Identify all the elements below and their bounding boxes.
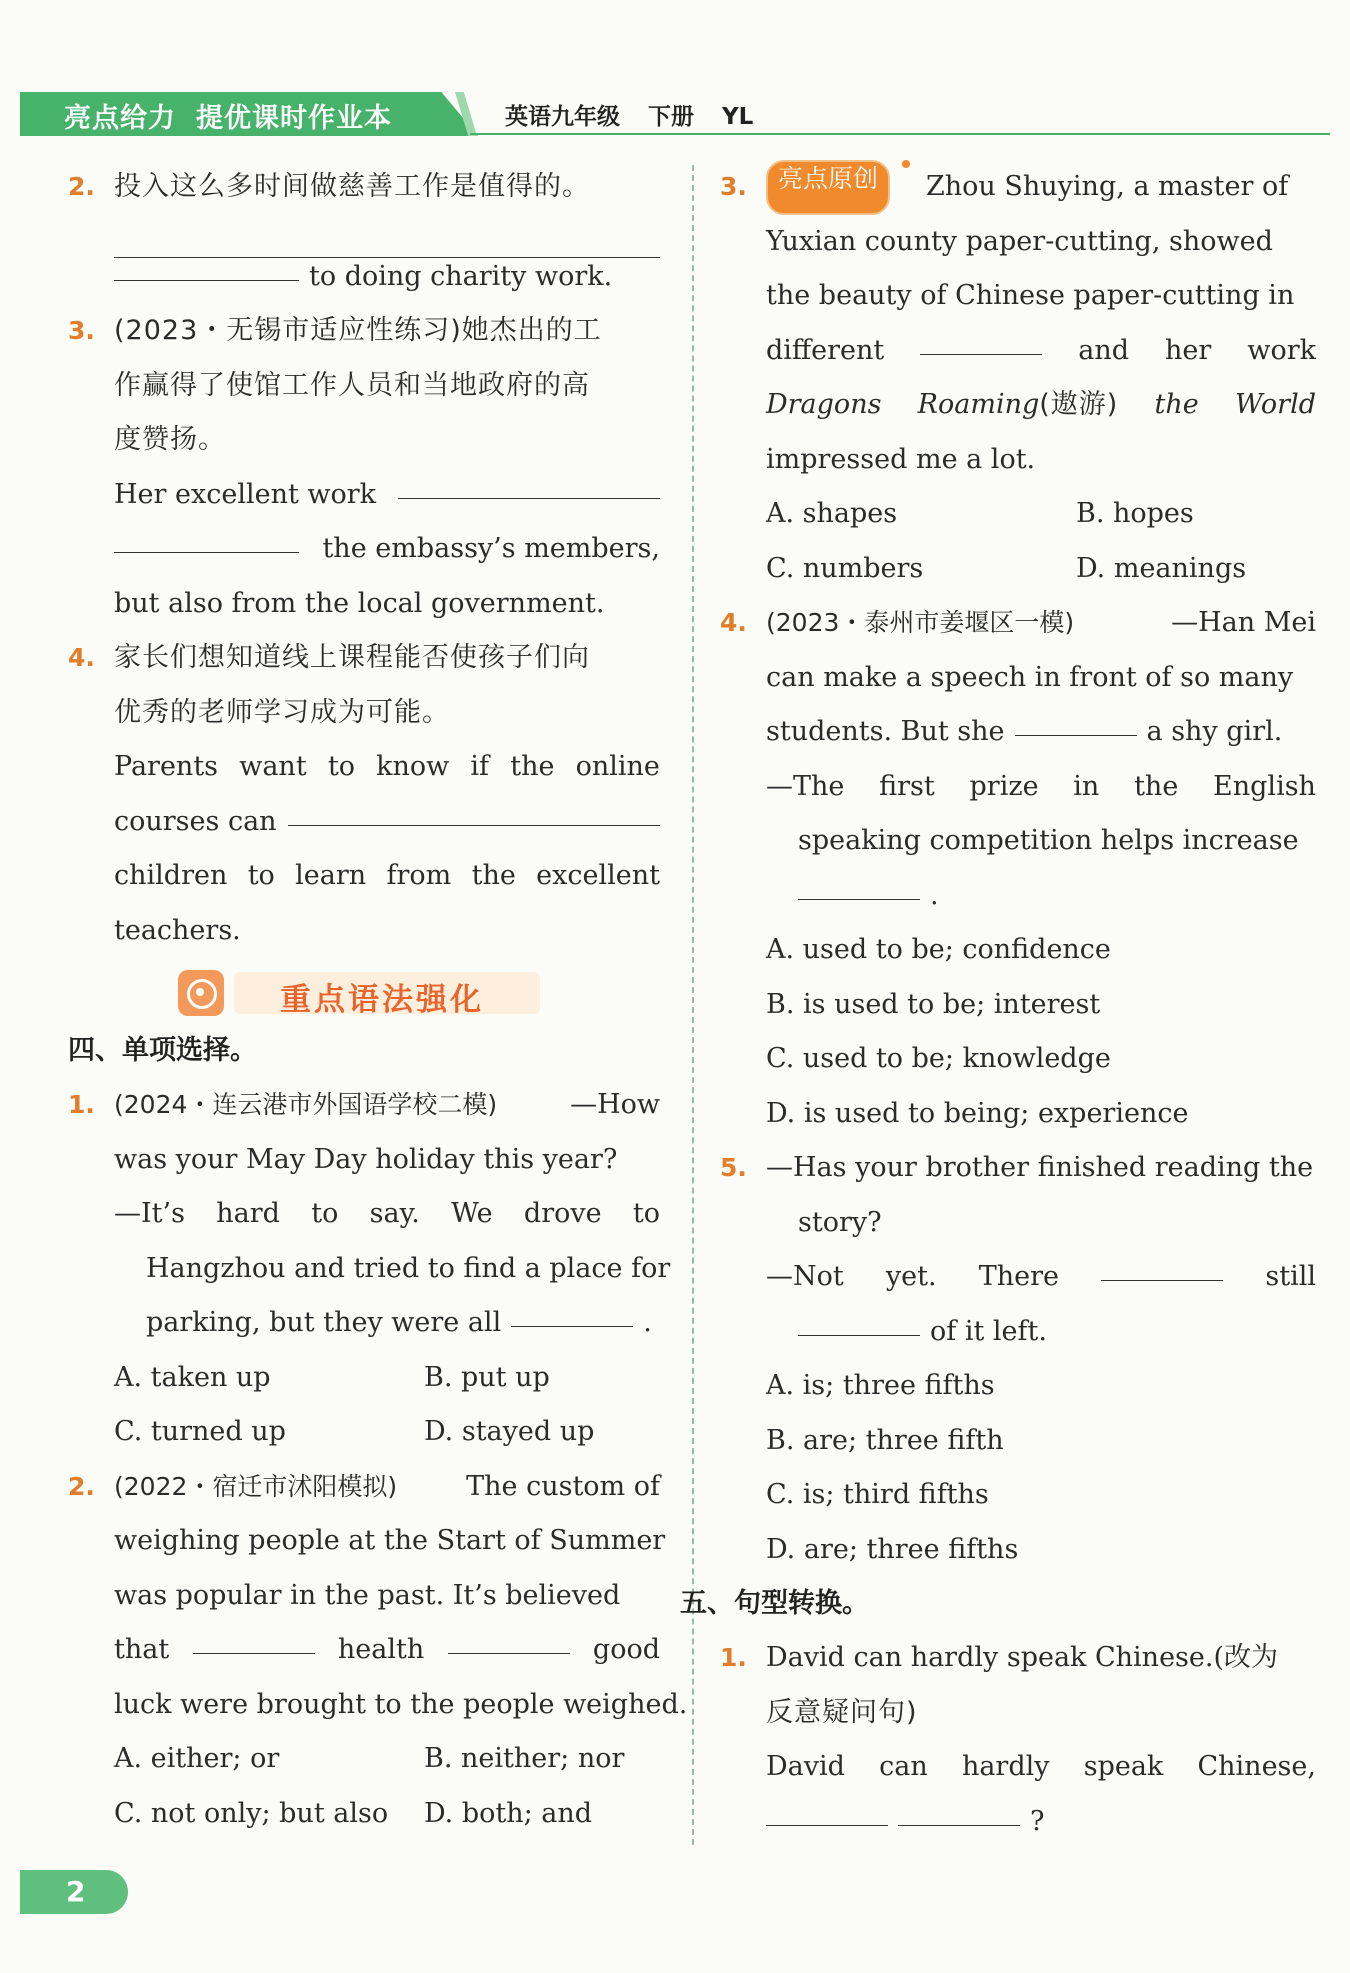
question-text: Hangzhou and tried to find a place for xyxy=(146,1252,671,1284)
page-number-tab xyxy=(20,1870,128,1914)
answer-blank[interactable] xyxy=(511,1296,633,1327)
option-d[interactable]: D. meanings xyxy=(1076,552,1247,584)
question-text: story? xyxy=(798,1206,882,1238)
option-c[interactable]: C. not only; but also xyxy=(114,1797,389,1829)
question-text: the embassy’s members, xyxy=(322,533,660,564)
question-text: weighing people at the Start of Summer xyxy=(114,1525,666,1556)
choice-question-2: 2. (2022・宿迁市沭阳模拟) The custom of weighing people at the Start of Summer was popular in the past. It’s believed that health good luck were brought to the people weighed. A. either; or B. neither; nor C. not only; but also D. both; and xyxy=(68,1460,660,1842)
option-d[interactable]: D. stayed up xyxy=(424,1416,595,1447)
question-text: The custom of xyxy=(466,1470,660,1502)
option-d[interactable]: D. both; and xyxy=(424,1797,593,1829)
question-number: 2. xyxy=(68,172,95,201)
question-chinese: 反意疑问句) xyxy=(766,1696,918,1728)
question-number: 5. xyxy=(720,1153,747,1182)
option-c[interactable]: C. numbers xyxy=(766,552,924,584)
answer-blank[interactable] xyxy=(898,1795,1020,1826)
option-a[interactable]: A. is; three fifths xyxy=(766,1370,995,1401)
option-a[interactable]: A. used to be; confidence xyxy=(766,934,1111,965)
option-a[interactable]: A. taken up xyxy=(114,1361,271,1393)
right-column xyxy=(680,160,1316,1849)
question-text: Yuxian county paper-cutting, showed xyxy=(766,225,1273,257)
question-text-line: —The first prize in the English xyxy=(766,770,1316,802)
options xyxy=(766,487,1316,596)
banner-title: 重点语法强化 xyxy=(280,982,484,1018)
subject-label: 英语九年级 xyxy=(505,104,620,130)
question-source: (2024・连云港市外国语学校二模) xyxy=(114,1090,498,1119)
question-number: 4. xyxy=(68,643,95,672)
options xyxy=(114,1351,660,1460)
section-title: 四、单项选择。 xyxy=(68,1035,257,1066)
option-c[interactable]: C. used to be; knowledge xyxy=(766,1043,1111,1074)
answer-blank[interactable] xyxy=(798,1305,920,1336)
question-number: 1. xyxy=(68,1090,95,1119)
question-source: (2023・泰州市姜堰区一模) xyxy=(766,608,1075,637)
question-text: —How xyxy=(570,1089,660,1120)
answer-blank[interactable] xyxy=(798,869,920,900)
question-text: speaking competition helps increase xyxy=(798,825,1299,856)
header-rule xyxy=(470,133,1330,135)
option-a[interactable]: A. either; or xyxy=(114,1743,280,1774)
question-chinese: 度赞扬。 xyxy=(114,424,226,455)
option-b[interactable]: B. are; three fifth xyxy=(766,1424,1004,1456)
choice-question-1: 1. (2024・连云港市外国语学校二模) —How was your May Day holiday this year? —It’s hard to say. We drove to Hangzhou and tried to find a place for parking, but they were all . A. taken up B. put up C. turned up D. stayed up xyxy=(68,1078,660,1460)
question-source: (2023・无锡市适应性练习)她杰出的工 xyxy=(114,315,602,346)
answer-blank[interactable] xyxy=(766,1795,888,1826)
question-text: the beauty of Chinese paper-cutting in xyxy=(766,280,1295,311)
translation-question-3 xyxy=(68,304,660,631)
question-number: 3. xyxy=(68,316,95,345)
option-c[interactable]: C. is; third fifths xyxy=(766,1479,989,1510)
options xyxy=(766,1359,1316,1577)
question-text: but also from the local government. xyxy=(114,587,605,619)
answer-blank[interactable] xyxy=(1015,705,1137,736)
question-text: luck were brought to the people weighed. xyxy=(114,1688,688,1720)
section-title: 五、句型转换。 xyxy=(680,1588,869,1619)
answer-blank[interactable] xyxy=(920,324,1042,355)
question-text: —Han Mei xyxy=(1171,607,1316,638)
question-text: —Has your brother finished reading the xyxy=(766,1152,1314,1183)
answer-blank[interactable] xyxy=(398,468,660,499)
tag-dot xyxy=(902,160,910,168)
question-text: can make a speech in front of so many xyxy=(766,661,1294,693)
question-text: parking, but they were all xyxy=(146,1307,502,1338)
transform-question-1: 1. David can hardly speak Chinese.(改为 反意疑问句) David can hardly speak Chinese, ? xyxy=(720,1631,1316,1849)
question-source: (2022・宿迁市沭阳模拟) xyxy=(114,1471,398,1501)
edition-label: YL xyxy=(722,104,754,130)
question-text: Her excellent work xyxy=(114,478,377,510)
question-chinese: 投入这么多时间做慈善工作是值得的。 xyxy=(114,171,590,202)
option-d[interactable]: D. are; three fifths xyxy=(766,1533,1019,1565)
question-chinese: 家长们想知道线上课程能否使孩子们向 xyxy=(114,642,590,673)
question-text: Zhou Shuying, a master of xyxy=(926,171,1289,202)
option-c[interactable]: C. turned up xyxy=(114,1416,286,1447)
choice-question-4: 4. (2023・泰州市姜堰区一模) —Han Mei can make a speech in front of so many students. But she a shy girl. —The first prize in the English speaking competition helps increase . A. used to be; confidence B. is used to be; interest C. used to be; knowledge D. is used to being; experience xyxy=(720,596,1316,1141)
series-name: 提优课时作业本 xyxy=(196,103,392,134)
question-number: 4. xyxy=(720,608,747,637)
option-b[interactable]: B. neither; nor xyxy=(424,1743,625,1774)
question-text-line: Parents want to know if the online xyxy=(114,751,660,782)
left-column xyxy=(68,160,688,1841)
answer-blank[interactable] xyxy=(114,250,299,281)
question-chinese: 优秀的老师学习成为可能。 xyxy=(114,696,450,728)
question-text: impressed me a lot. xyxy=(766,443,1036,475)
header-info xyxy=(505,98,781,131)
choice-question-3: 3. 亮点原创 Zhou Shuying, a master of Yuxian county paper-cutting, showed the beauty of Chinese paper-cutting in different and her work Dragons Roaming(遨游) the World impressed me a lot. A. shapes B. hopes C. numbers D. meanings xyxy=(720,160,1316,596)
answer-blank[interactable] xyxy=(1101,1250,1223,1281)
question-text: teachers. xyxy=(114,914,241,946)
question-text: to doing charity work. xyxy=(309,260,613,292)
option-a[interactable]: A. shapes xyxy=(766,498,898,529)
question-text-line: children to learn from the excellent xyxy=(114,860,660,891)
question-text: David can hardly speak Chinese.(改为 xyxy=(766,1642,1278,1673)
volume-label: 下册 xyxy=(648,104,694,130)
question-text: was your May Day holiday this year? xyxy=(114,1143,618,1175)
question-number: 3. xyxy=(720,172,747,201)
options xyxy=(766,923,1316,1141)
answer-blank[interactable] xyxy=(114,522,299,553)
question-number: 1. xyxy=(720,1643,747,1672)
question-text-line: David can hardly speak Chinese, xyxy=(766,1751,1316,1782)
question-number: 2. xyxy=(68,1471,95,1501)
brand-name: 亮点给力 xyxy=(64,103,176,134)
question-text: courses can xyxy=(114,805,277,837)
page-number: 2 xyxy=(66,1875,86,1908)
target-icon xyxy=(178,970,224,1016)
option-b[interactable]: B. is used to be; interest xyxy=(766,988,1101,1020)
option-b[interactable]: B. put up xyxy=(424,1361,550,1393)
question-text: was popular in the past. It’s believed xyxy=(114,1579,621,1611)
translation-question-2 xyxy=(68,160,660,304)
options xyxy=(114,1732,660,1841)
translation-question-4 xyxy=(68,631,660,958)
section-banner xyxy=(68,964,660,1024)
original-tag: 亮点原创 xyxy=(766,160,890,215)
option-b[interactable]: B. hopes xyxy=(1076,498,1194,529)
option-d[interactable]: D. is used to being; experience xyxy=(766,1097,1189,1129)
header-brand xyxy=(64,96,392,135)
answer-blank[interactable] xyxy=(193,1623,315,1654)
question-text-line: —It’s hard to say. We drove to xyxy=(114,1198,660,1229)
choice-question-5: 5. —Has your brother finished reading the story? —Not yet. There still of it left. A. is; three fifths B. are; three fifth C. is; third fifths D. are; three fifths xyxy=(720,1141,1316,1577)
question-chinese: 作赢得了使馆工作人员和当地政府的高 xyxy=(114,369,590,401)
answer-blank[interactable] xyxy=(288,795,660,826)
answer-blank[interactable] xyxy=(448,1623,570,1654)
